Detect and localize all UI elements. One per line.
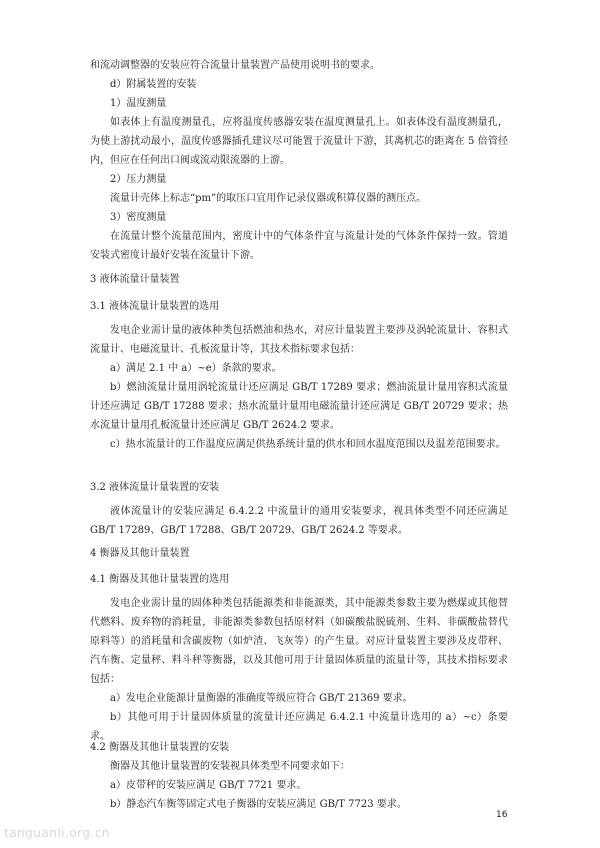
section-4-2-heading: 4.2 衡器及其他计量装置的安装 — [90, 742, 230, 753]
item-temperature-heading: 1）温度测量 — [110, 98, 167, 109]
section-3-2-paragraph: 液体流量计的安装应满足 6.4.2.2 中流量计的通用安装要求，视具体类型不同还应满足 GB/T 17289、GB/T 17288、GB/T 20729、GB/T 2624.2 等要求。 — [90, 506, 508, 536]
watermark: tanguanli.org.cn — [4, 826, 111, 840]
pressure-paragraph: 流量计壳体上标志“pm”的取压口宜用作记录仪器或积算仪器的测压点。 — [110, 193, 427, 204]
section-3-1-item-c: c）热水流量计的工作温度应满足供热系统计量的供水和回水温度范围以及温差范围要求。 — [110, 439, 506, 450]
section-3-1-item-b: b）燃油流量计量用涡轮流量计还应满足 GB/T 17289 要求；燃油流量计量用容积式流量计还应满足 GB/T 17288 要求；热水流量计量用电磁流量计还应满足 GB/T 20729 要求；热水流量计量用孔板流量计还应满足 GB/T 2624.2 要求。 — [90, 382, 508, 431]
item-d-heading: d）附属装置的安装 — [110, 79, 197, 90]
section-4-2-paragraph: 衡器及其他计量装置的安装视具体类型不同要求如下： — [110, 761, 350, 772]
section-3-1-paragraph: 发电企业需计量的液体种类包括燃油和热水，对应计量装置主要涉及涡轮流量计、容积式流量计、电磁流量计、孔板流量计等，其技术指标要求包括： — [90, 325, 508, 355]
section-4-1-paragraph: 发电企业需计量的固体种类包括能源类和非能源类，其中能源类参数主要为燃煤或其他替代燃料、废弃物的消耗量，非能源类参数包括原材料（如碳酸盐脱硫剂、生料、非碳酸盐替代原料等）的消耗量和含碳废物（如炉渣、飞灰等）的产生量。对应计量装置主要涉及皮带秤、汽车衡、定量秤、料斗秤等衡器，以及其他可用于计量固体质量的流量计等，其技术指标要求包括： — [90, 598, 508, 685]
section-4-heading: 4 衡器及其他计量装置 — [90, 548, 190, 559]
section-4-1-item-b: b）其他可用于计量固体质量的流量计还应满足 6.4.2.1 中流量计选用的 a）~c）条要求。 — [90, 712, 508, 742]
section-3-heading: 3 液体流量计量装置 — [90, 274, 180, 285]
density-paragraph: 在流量计整个流量范围内，密度计中的气体条件宜与流量计处的气体条件保持一致。管道安装式密度计最好安装在流量计下游。 — [90, 231, 508, 261]
page-number: 16 — [496, 810, 508, 820]
paragraph-continuation: 和流动调整器的安装应符合流量计量装置产品使用说明书的要求。 — [90, 60, 380, 71]
item-density-heading: 3）密度测量 — [110, 212, 167, 223]
section-3-1-heading: 3.1 液体流量计量装置的选用 — [90, 301, 220, 312]
section-4-2-item-b: b）静态汽车衡等固定式电子衡器的安装应满足 GB/T 7723 要求。 — [110, 799, 407, 810]
section-4-2-item-a: a）皮带秤的安装应满足 GB/T 7721 要求。 — [110, 780, 307, 791]
section-4-1-heading: 4.1 衡器及其他计量装置的选用 — [90, 574, 230, 585]
section-3-1-item-a: a）满足 2.1 中 a）~e）条款的要求。 — [110, 363, 282, 374]
section-4-1-item-a: a）发电企业能源计量衡器的准确度等级应符合 GB/T 21369 要求。 — [110, 693, 413, 704]
temperature-paragraph: 如表体上有温度测量孔，应将温度传感器安装在温度测量孔上。如表体没有温度测量孔，为使上游扰动最小，温度传感器插孔建议尽可能置于流量计下游，其离机芯的距离在 5 倍管径内，但应在任何出口阀或流动限流器的上游。 — [90, 117, 508, 166]
item-pressure-heading: 2）压力测量 — [110, 174, 167, 185]
section-3-2-heading: 3.2 液体流量计量装置的安装 — [90, 482, 220, 493]
